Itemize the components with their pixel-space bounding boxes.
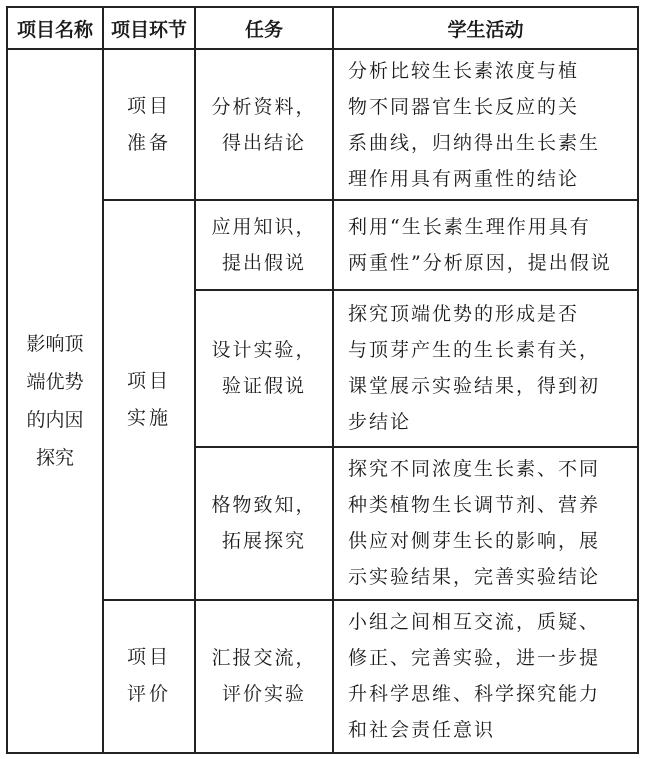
task-cell	[195, 49, 333, 200]
activity-cell	[333, 49, 638, 200]
task-line: 拓展探究	[221, 530, 306, 553]
phase-line: 项目	[126, 94, 171, 117]
header-task: 任务	[195, 7, 333, 49]
task-line: 提出假说	[221, 251, 306, 274]
activity-line: 步结论	[348, 411, 412, 434]
task-cell	[195, 600, 333, 753]
project-name-cell	[7, 49, 103, 753]
activity-line: 示实验结果，完善实验结论	[348, 566, 601, 589]
task-line: 汇报交流，	[211, 647, 317, 670]
activity-line: 课堂展示实验结果，得到初	[348, 375, 601, 398]
phase-prepare-cell	[103, 49, 195, 200]
activity-cell	[333, 290, 638, 447]
activity-line: 系曲线，归纳得出生长素生	[348, 131, 601, 154]
activity-line: 与顶芽产生的生长素有关，	[348, 339, 601, 362]
task-line: 应用知识，	[211, 215, 317, 238]
project-name-line: 的内因	[26, 409, 84, 431]
task-line: 得出结论	[221, 131, 306, 154]
header-project-name: 项目名称	[7, 7, 103, 49]
project-table	[6, 6, 639, 754]
task-line: 分析资料，	[211, 95, 317, 118]
table-row	[7, 49, 638, 200]
activity-line: 理作用具有两重性的结论	[348, 167, 580, 190]
activity-line: 修正、完善实验，进一步提	[348, 647, 601, 670]
phase-line: 项目	[126, 646, 171, 669]
activity-line: 探究不同浓度生长素、不同	[348, 458, 601, 481]
task-line: 评价实验	[221, 683, 306, 706]
phase-implement-cell	[103, 200, 195, 600]
task-cell	[195, 200, 333, 290]
activity-line: 种类植物生长调节剂、营养	[348, 494, 601, 517]
task-cell	[195, 447, 333, 600]
task-line: 验证假说	[221, 375, 306, 398]
activity-line: 小组之间相互交流，质疑、	[348, 611, 601, 634]
phase-evaluate-cell	[103, 600, 195, 753]
activity-line: 探究顶端优势的形成是否	[348, 303, 580, 326]
project-name-line: 影响顶	[26, 333, 84, 355]
project-name-line: 端优势	[26, 371, 84, 393]
task-line: 格物致知，	[211, 494, 317, 517]
header-student-activity: 学生活动	[333, 7, 638, 49]
activity-cell	[333, 447, 638, 600]
phase-line: 项目	[126, 369, 171, 392]
phase-line: 实施	[126, 406, 171, 429]
activity-line: 升科学思维、科学探究能力	[348, 683, 601, 706]
phase-line: 评价	[126, 683, 171, 706]
activity-line: 供应对侧芽生长的影响，展	[348, 530, 601, 553]
activity-cell	[333, 200, 638, 290]
task-cell	[195, 290, 333, 447]
activity-cell	[333, 600, 638, 753]
activity-line: 分析比较生长素浓度与植	[348, 59, 580, 82]
activity-line: 利用“生长素生理作用具有	[348, 215, 591, 238]
activity-line: 物不同器官生长反应的关	[348, 95, 580, 118]
header-row	[7, 7, 638, 49]
activity-line: 两重性”分析原因，提出假说	[348, 251, 612, 274]
header-project-phase: 项目环节	[103, 7, 195, 49]
activity-line: 和社会责任意识	[348, 719, 496, 742]
project-name-line: 探究	[35, 447, 74, 469]
phase-line: 准备	[126, 131, 171, 154]
task-line: 设计实验，	[211, 339, 317, 362]
